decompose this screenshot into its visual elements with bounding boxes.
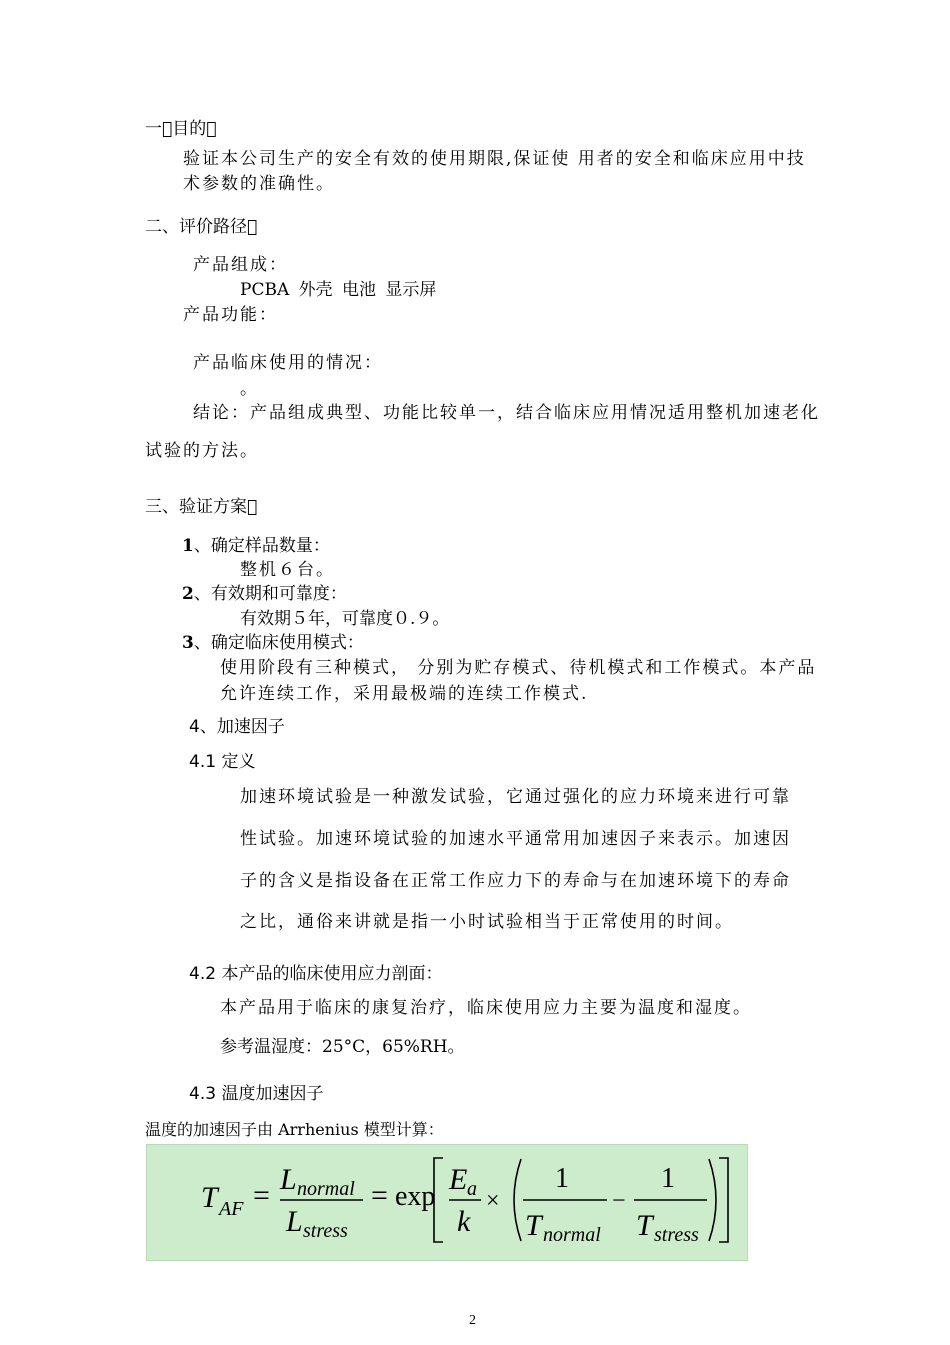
formula-stress-t: stress <box>654 1224 699 1246</box>
formula-one-b: 1 <box>661 1163 675 1194</box>
sub43-intro: 温度的加速因子由 Arrhenius 模型计算： <box>145 1120 444 1139</box>
sub41-line: 之比，通俗来讲就是指一小时试验相当于正常使用的时间。 <box>240 912 734 932</box>
sub41-title: 4.1 定义 <box>189 752 256 772</box>
section1-body-line1: 验证本公司生产的安全有效的使用期限,保证使 用者的安全和临床应用中技 <box>183 149 806 169</box>
formula-exp: exp <box>395 1181 436 1212</box>
item2-number: 2 <box>182 584 194 604</box>
item1-title <box>182 535 330 557</box>
item3-body-line2: 允许连续工作，采用最极端的连续工作模式. <box>220 684 589 704</box>
item3-title-text: 、确定临床使用模式： <box>193 633 364 653</box>
formula-times: × <box>486 1188 500 1214</box>
item1-number: 1 <box>182 536 194 556</box>
sub41-line: 子的含义是指设备在正常工作应力下的寿命与在加速环境下的寿命 <box>240 871 791 891</box>
section1-heading: 一 目的  <box>145 119 217 139</box>
conclusion-line2: 试验的方法。 <box>145 441 259 461</box>
formula-t-normal: T <box>525 1209 542 1242</box>
item1-body: 整机６台。 <box>240 560 335 580</box>
formula-k: k <box>457 1205 471 1238</box>
formula-af: AF <box>219 1198 244 1220</box>
section3-heading: 三、验证方案  <box>145 497 258 517</box>
formula-stress: stress <box>303 1220 348 1242</box>
item2-body: 有效期５年，可靠度０.９。 <box>240 609 450 629</box>
formula-eq1: = <box>253 1179 270 1212</box>
sub42-line1: 本产品用于临床的康复治疗，临床使用应力主要为温度和湿度。 <box>220 998 752 1018</box>
formula-t-stress: T <box>636 1209 653 1242</box>
section2-heading: 二、评价路径  <box>145 217 258 237</box>
sub41-line: 性试验。加速环境试验的加速水平通常用加速因子来表示。加速因 <box>240 829 791 849</box>
item2-title-text: 、有效期和可靠度： <box>193 584 347 604</box>
arrhenius-formula <box>146 1144 748 1261</box>
item3-number: 3 <box>182 633 194 653</box>
formula-bracket-right <box>719 1158 728 1242</box>
formula-t: T <box>201 1181 218 1214</box>
sub42-title: 4.2 本产品的临床使用应力剖面： <box>189 964 443 984</box>
function-label: 产品功能： <box>183 305 278 325</box>
formula-paren-left <box>514 1159 521 1241</box>
formula-eq2: = <box>371 1179 388 1212</box>
formula-graphic <box>147 1145 747 1260</box>
clinical-label: 产品临床使用的情况： <box>193 353 383 373</box>
formula-normal-t: normal <box>543 1224 601 1246</box>
sub42-line2: 参考温湿度：25°C，65%RH。 <box>220 1037 465 1057</box>
formula-e: E <box>449 1163 468 1196</box>
item4-title: 4、加速因子 <box>189 717 285 737</box>
formula-paren-right <box>709 1159 716 1241</box>
composition-items: PCBA 外壳 电池 显示屏 <box>240 280 437 300</box>
item2-title <box>182 583 347 605</box>
section1-body-line2: 术参数的准确性。 <box>183 174 335 194</box>
formula-l-bottom: L <box>286 1205 303 1238</box>
item3-title <box>182 632 364 654</box>
item3-body-line1: 使用阶段有三种模式， 分别为贮存模式、待机模式和工作模式。本产品 <box>220 658 817 678</box>
item1-title-text: 、确定样品数量： <box>193 536 330 556</box>
formula-one-a: 1 <box>555 1163 569 1194</box>
composition-label: 产品组成： <box>193 255 288 275</box>
page-number: 2 <box>469 1313 476 1328</box>
sub41-line: 加速环境试验是一种激发试验，它通过强化的应力环境来进行可靠 <box>240 787 791 807</box>
clinical-dot: 。 <box>240 379 257 399</box>
formula-minus: − <box>612 1188 626 1214</box>
formula-normal: normal <box>297 1178 355 1200</box>
sub43-title: 4.3 温度加速因子 <box>189 1084 324 1104</box>
conclusion-line1: 结论：产品组成典型、功能比较单一，结合临床应用情况适用整机加速老化 <box>193 403 820 423</box>
formula-a: a <box>467 1178 477 1200</box>
formula-l-top: L <box>280 1163 297 1196</box>
